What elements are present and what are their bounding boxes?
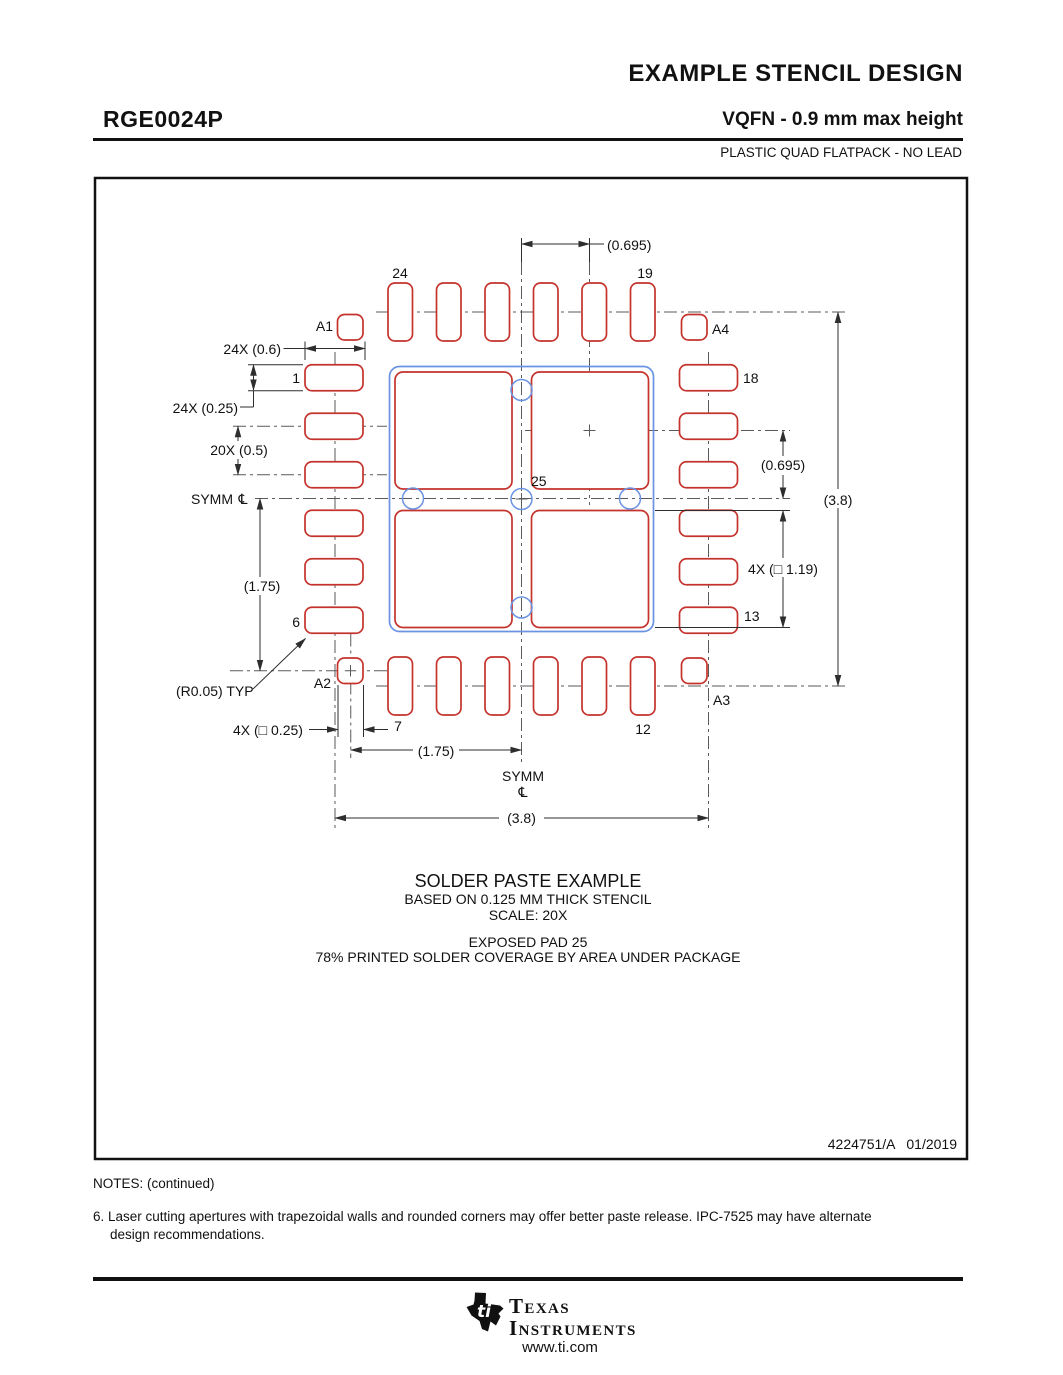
website-url: www.ti.com [522,1339,598,1356]
pin-label-24: 24 [392,265,408,281]
brand-line-instruments: INSTRUMENTS [509,1316,637,1340]
pad [534,283,559,341]
pad [305,413,363,439]
dim-corner-aperture: 4X (□ 0.25) [233,722,303,738]
dim-pitch: 20X (0.5) [210,442,268,458]
pad [305,365,363,391]
caption-subtitle2: SCALE: 20X [488,907,568,923]
pad [631,657,656,715]
pin-label-12: 12 [635,721,651,737]
notes-heading: NOTES: (continued) [93,1176,215,1191]
corner-pad-a3 [682,658,708,684]
dim-half-width: (1.75) [417,743,455,759]
pad [388,283,413,341]
dim-half-height: (1.75) [243,578,281,594]
ep-quadrant [395,511,512,628]
caption-subtitle3: EXPOSED PAD 25 [468,934,588,950]
dim-overall-width: (3.8) [507,810,536,826]
dim-right-offset: (0.695) [760,457,806,473]
package-title: VQFN - 0.9 mm max height [722,109,963,130]
pin-label-18: 18 [743,370,759,386]
ep-quadrant [532,511,649,628]
corner-pad-a1 [338,315,364,341]
dim-aperture-width: 24X (0.25) [172,400,238,416]
caption-subtitle1: BASED ON 0.125 MM THICK STENCIL [404,891,652,907]
pin-label-25: 25 [531,473,547,489]
note-6-line2: design recommendations. [110,1227,265,1242]
pad [305,510,363,536]
dim-top-offset: (0.695) [607,237,652,253]
ti-logo-letters: ti [477,1302,491,1322]
symm-bottom-cl-symbol: ℄ [518,784,528,800]
corner-pad-a4 [682,315,708,341]
symm-left-label: SYMM [191,491,233,507]
symm-left-cl-symbol: ℄ [238,491,248,507]
pin-label-1: 1 [292,370,300,386]
dim-overall-height: (3.8) [823,492,853,508]
caption-title: SOLDER PASTE EXAMPLE [414,871,642,891]
pad [631,283,656,341]
pin-label-6: 6 [292,614,300,630]
pad [582,283,607,341]
pad [388,657,413,715]
pad [680,510,738,536]
package-subtitle: PLASTIC QUAD FLATPACK - NO LEAD [720,145,962,160]
drawing-frame [95,178,967,1159]
caption-subtitle4: 78% PRINTED SOLDER COVERAGE BY AREA UNDER PACKAGE [315,949,741,965]
part-number: RGE0024P [103,106,224,132]
pad [680,607,738,633]
pad [485,283,510,341]
pad [680,559,738,585]
corner-label-a1: A1 [315,318,333,334]
dim-corner-radius: (R0.05) TYP [176,683,254,699]
pad [680,413,738,439]
doc-number: 4224751/A 01/2019 [827,1136,957,1152]
pin-label-13: 13 [744,608,760,624]
pad [305,607,363,633]
pad [437,283,462,341]
dim-aperture-length: 24X (0.6) [223,341,281,357]
pad [582,657,607,715]
footer-rule [93,1277,963,1281]
brand-line-texas: TEXAS [509,1294,571,1318]
pad [437,657,462,715]
page-title: EXAMPLE STENCIL DESIGN [628,60,963,87]
ti-logo-icon [466,1292,504,1332]
corner-label-a4: A4 [712,321,730,337]
pin-label-7: 7 [394,718,402,734]
corner-label-a3: A3 [713,692,731,708]
ep-quadrant [395,372,512,489]
pad [534,657,559,715]
caption-block [315,871,740,965]
brand-name [509,1294,637,1341]
pad [485,657,510,715]
pad [680,462,738,488]
pad [680,365,738,391]
corner-label-a2: A2 [313,675,331,691]
dim-ep-aperture: 4X (□ 1.19) [748,561,818,577]
pad [305,462,363,488]
pad [305,559,363,585]
pin-label-19: 19 [637,265,653,281]
note-6-line1: 6. Laser cutting apertures with trapezoidal walls and rounded corners may offer better paste release. IPC-7525 may have alternate [93,1209,872,1224]
symm-bottom-label: SYMM [502,768,544,784]
